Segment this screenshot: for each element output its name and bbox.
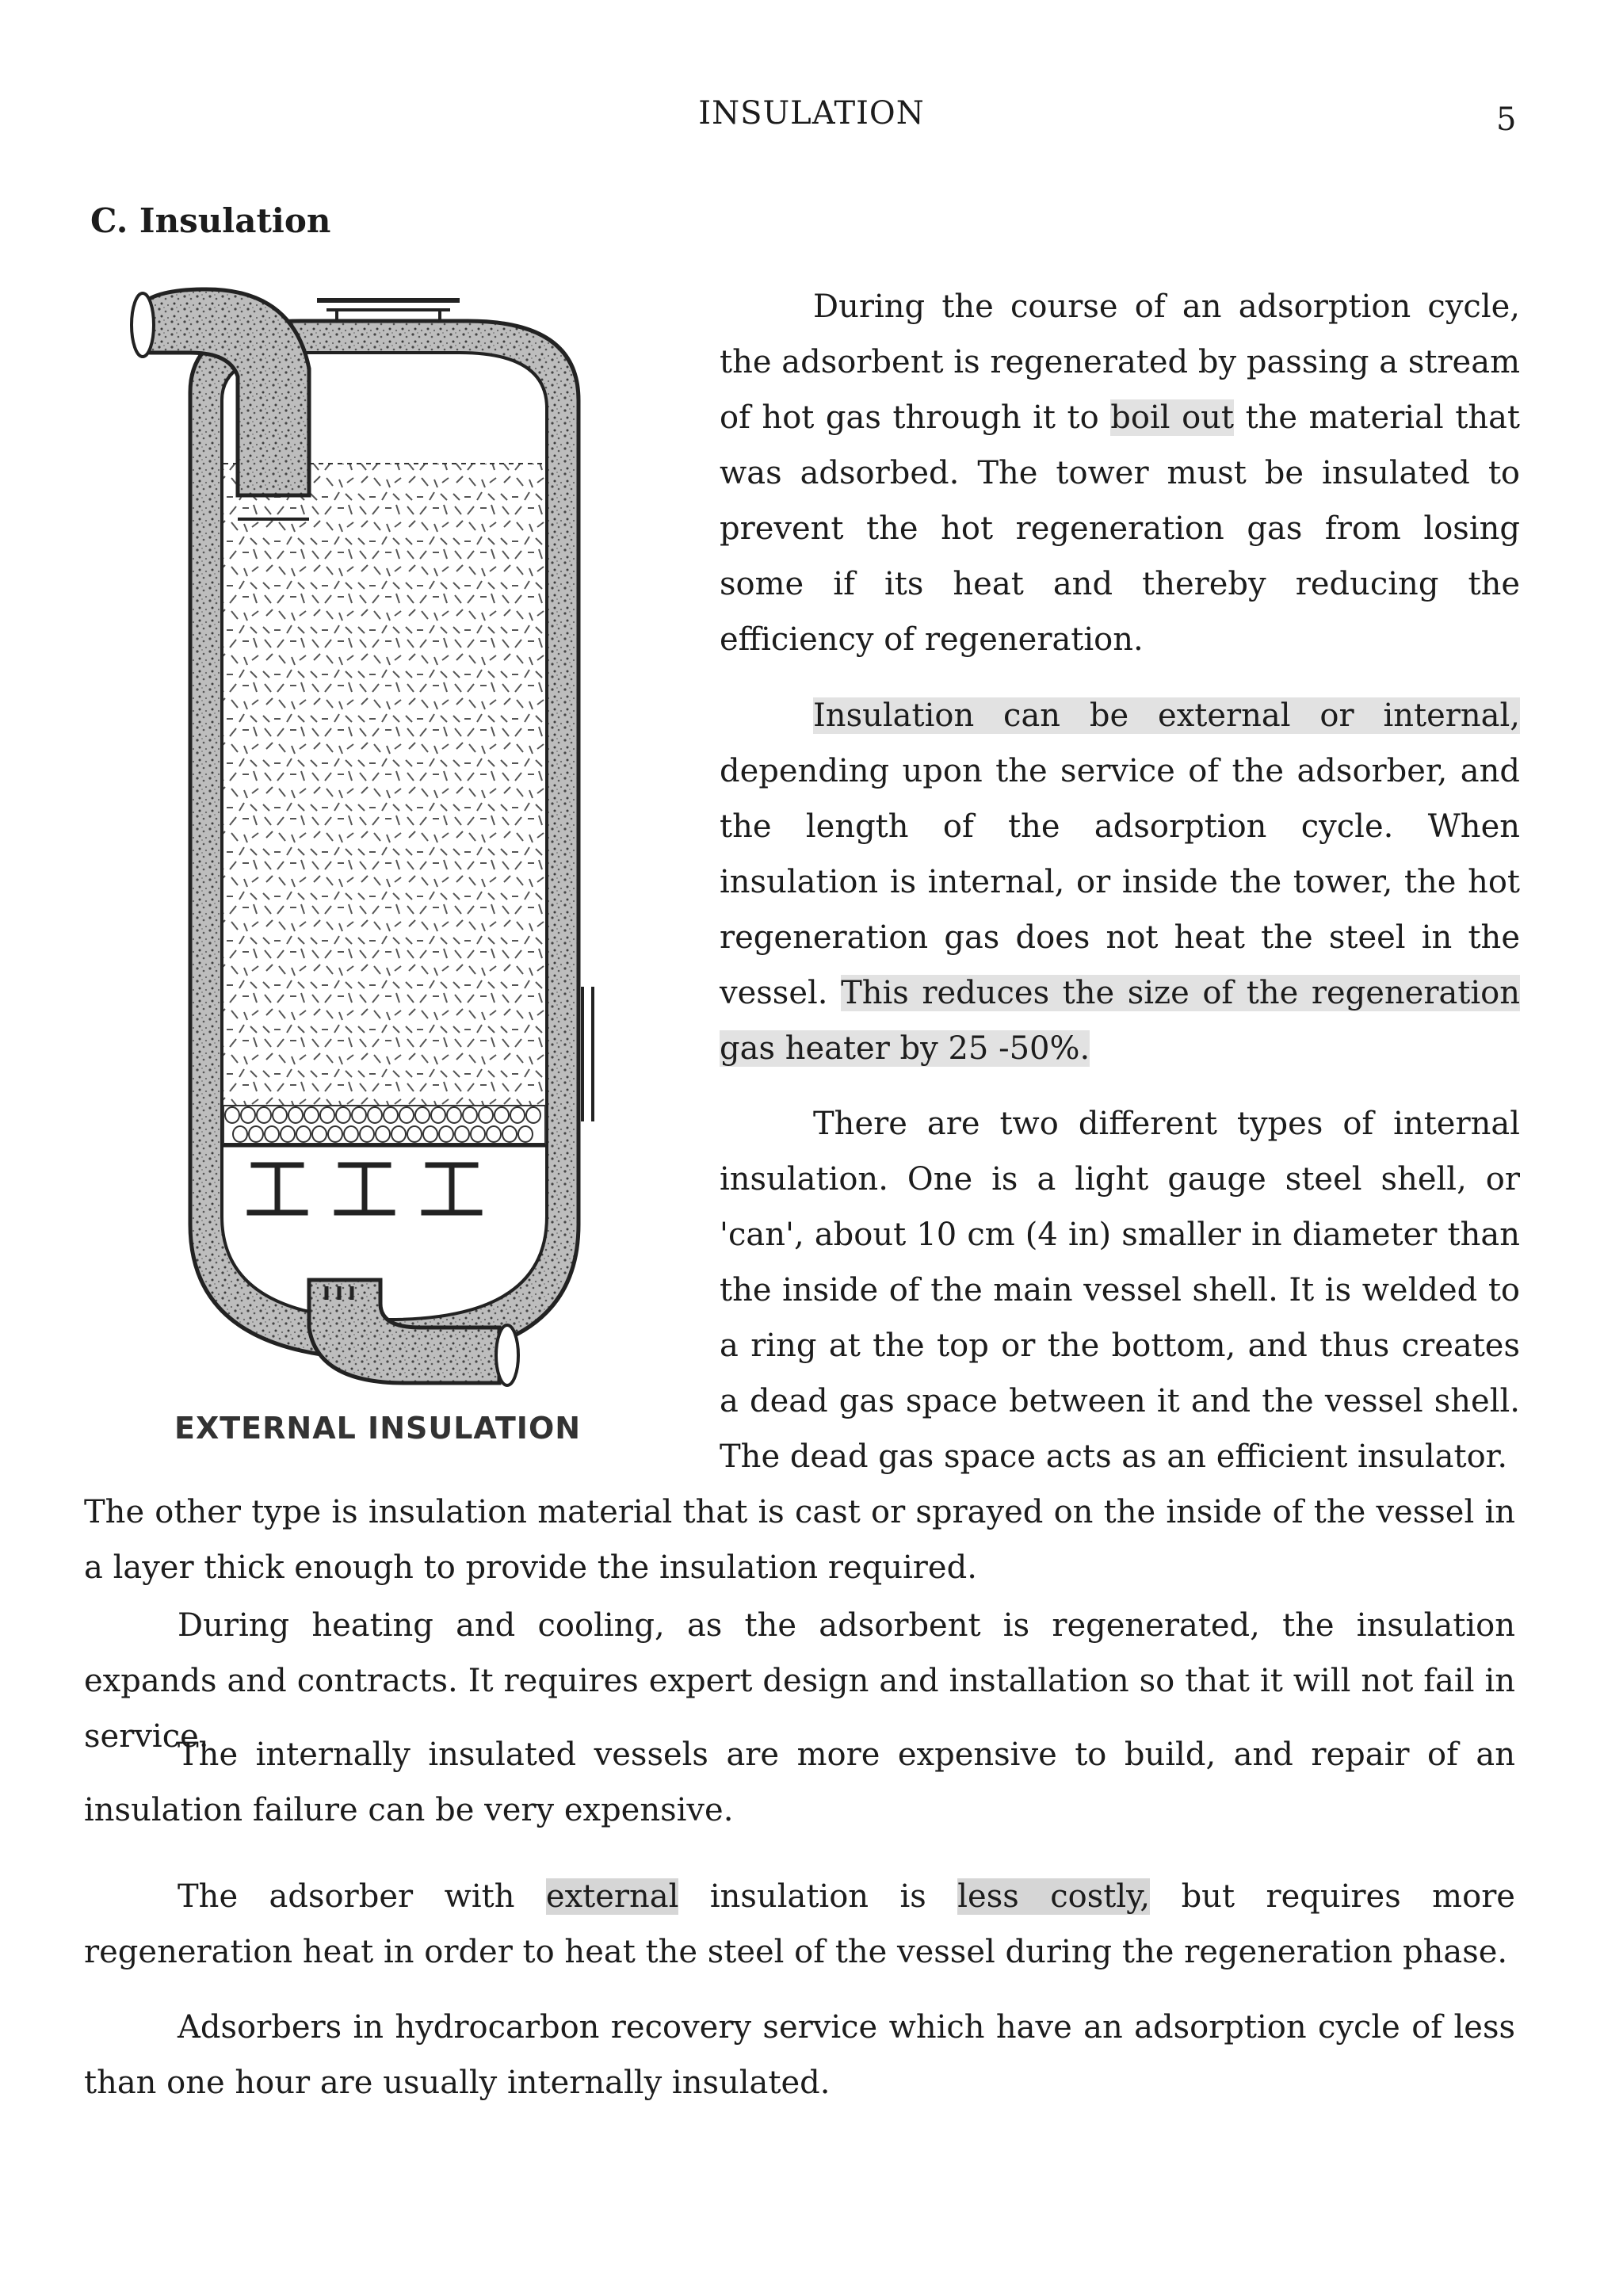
highlighted-text: This reduces the size of the regeneration gas heater by 25 -50%. [720,975,1521,1067]
highlighted-text: boil out [1110,399,1235,436]
page-number: 5 [1496,101,1517,138]
running-head: INSULATION [698,95,925,132]
paragraph-cost-external [84,1869,1515,1980]
paragraph-internal-insulation [720,1096,1520,1484]
paragraph-cost-internal: The internally insulated vessels are more expensive to build, and repair of an insulation failure can be very expensive. [84,1736,1515,1828]
highlighted-text: external [545,1878,679,1915]
paragraph-regeneration [720,279,1520,667]
paragraph-hydrocarbon-service: Adsorbers in hydrocarbon recovery service which have an adsorption cycle of less than one hour are usually internally insulated. [84,2009,1515,2101]
text-span: depending upon the service of the adsorber, and the length of the adsorption cycle. When insulation is internal, or inside the tower, the hot regeneration gas does not heat the steel in the vessel. [720,753,1520,1011]
text-span: During the course of an adsorption cycle, the adsorbent is regenerated by passing a stream of hot gas through it to [720,288,1520,436]
text-span: insulation is [678,1878,958,1915]
highlighted-text: less costly, [957,1878,1151,1915]
adsorber-vessel-illustration [119,281,594,1391]
text-span: but requires more regeneration heat in order to heat the steel of the vessel during the regeneration phase. [84,1878,1515,1970]
text-span: There are two different types of internal insulation. One is a light gauge steel shell, or 'can', about 10 cm (4 in) smaller in diameter than the inside of the main vessel shell. It is welded to a ring at the top or the bottom, and thus creates a dead gas space between it and the vessel shell. The dead gas space acts as an efficient insulator. [720,1106,1520,1475]
text-span: the material that was adsorbed. The tower must be insulated to prevent the hot regeneration gas from losing some if its heat and thereby reducing the efficiency of regeneration. [720,399,1521,658]
text-span: The other type is insulation material that is cast or sprayed on the inside of the vessel in a layer thick enough to provide the insulation required. [84,1494,1515,1586]
paragraph-internal-insulation-continued [84,1484,1515,1595]
text-span: The adsorber with [178,1878,546,1915]
section-heading: C. Insulation [90,201,331,240]
figure-caption: EXTERNAL INSULATION [174,1411,582,1446]
paragraph-expansion: During heating and cooling, as the adsorbent is regenerated, the insulation expands and contracts. It requires expert design and installation so that it will not fail in service. [84,1607,1515,1755]
highlighted-text: Insulation can be external or internal, [813,697,1520,734]
paragraph-insulation-types [720,688,1520,1076]
